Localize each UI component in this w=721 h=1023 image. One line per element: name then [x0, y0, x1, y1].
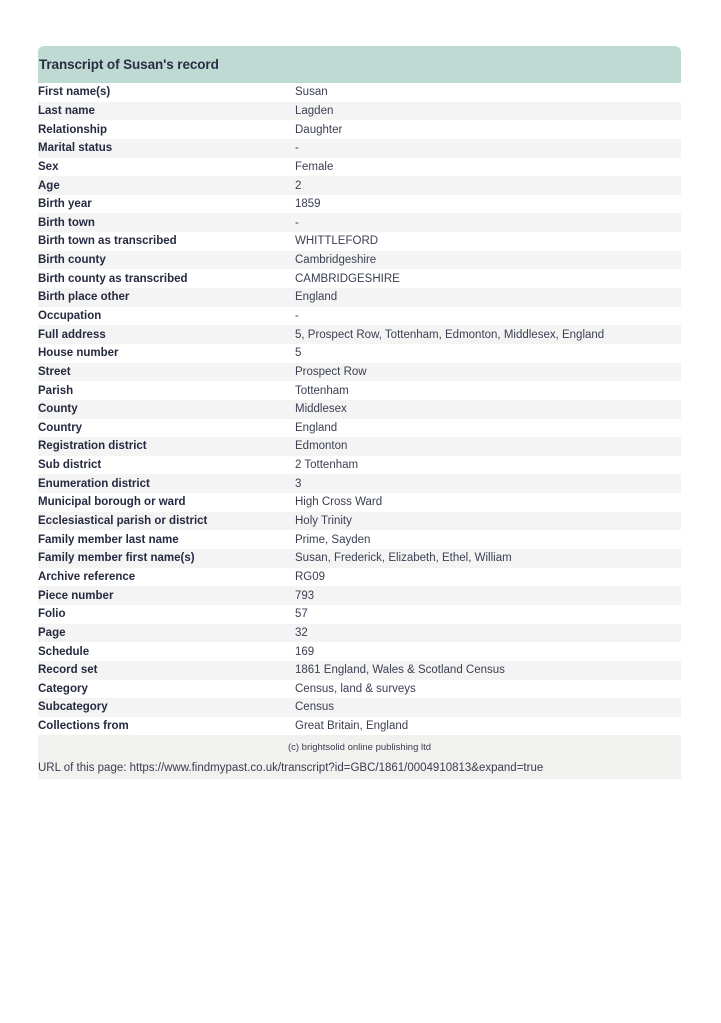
field-row: [38, 288, 681, 307]
field-value: 2 Tottenham: [295, 459, 359, 472]
field-value: High Cross Ward: [295, 496, 383, 509]
field-label: Last name: [38, 104, 95, 117]
field-row: [38, 698, 681, 717]
field-value: 32: [295, 626, 308, 639]
field-value: England: [295, 421, 338, 434]
field-label: Page: [38, 626, 66, 639]
field-row: [38, 624, 681, 643]
field-label: Parish: [38, 384, 74, 397]
field-row: [38, 642, 681, 661]
field-row: [38, 344, 681, 363]
field-label: Birth place other: [38, 291, 130, 304]
field-label: Family member last name: [38, 533, 179, 546]
field-value: 2: [295, 179, 302, 192]
field-row: [38, 83, 681, 102]
field-value: 3: [295, 477, 302, 490]
record-header: [38, 46, 681, 83]
field-label: Age: [38, 179, 60, 192]
field-label: Sub district: [38, 459, 102, 472]
field-value: Prospect Row: [295, 365, 367, 378]
field-label: Full address: [38, 328, 106, 341]
record-title: Transcript of Susan's record: [39, 57, 219, 72]
field-row: [38, 158, 681, 177]
field-row: [38, 586, 681, 605]
field-label: Registration district: [38, 440, 147, 453]
field-value: -: [295, 310, 299, 322]
field-row: [38, 213, 681, 232]
field-row: [38, 363, 681, 382]
field-value: 5, Prospect Row, Tottenham, Edmonton, Middlesex, England: [295, 328, 605, 341]
field-label: Folio: [38, 608, 66, 621]
field-row: [38, 325, 681, 344]
field-row: [38, 661, 681, 680]
field-row: [38, 176, 681, 195]
field-value: Holy Trinity: [295, 515, 352, 528]
field-value: England: [295, 291, 338, 304]
field-label: Birth town: [38, 216, 95, 229]
page-url: URL of this page: https://www.findmypast.co.uk/transcript?id=GBC/1861/0004910813&expand=true: [38, 762, 544, 775]
field-label: Street: [38, 365, 71, 378]
field-label: Occupation: [38, 310, 102, 322]
field-row: [38, 605, 681, 624]
field-value: CAMBRIDGESHIRE: [295, 272, 400, 285]
field-value: -: [295, 142, 299, 155]
field-label: Family member first name(s): [38, 552, 195, 565]
field-label: Record set: [38, 664, 98, 677]
field-row: [38, 381, 681, 400]
field-value: Middlesex: [295, 403, 347, 416]
field-value: 169: [295, 645, 315, 658]
field-label: Marital status: [38, 142, 113, 155]
field-value: 1861 England, Wales & Scotland Census: [295, 664, 505, 677]
field-value: 793: [295, 589, 315, 602]
field-value: Edmonton: [295, 440, 348, 453]
field-label: Sex: [38, 160, 59, 173]
record-fields-table: [38, 83, 681, 735]
field-value: -: [295, 216, 299, 229]
field-label: House number: [38, 347, 119, 360]
field-row: [38, 456, 681, 475]
field-value: Lagden: [295, 104, 334, 117]
field-row: [38, 232, 681, 251]
field-row: [38, 474, 681, 493]
field-value: Daughter: [295, 123, 343, 136]
field-row: [38, 400, 681, 419]
field-label: Birth year: [38, 198, 92, 211]
field-value: Female: [295, 160, 334, 173]
field-row: [38, 568, 681, 587]
field-label: County: [38, 403, 78, 416]
field-label: Municipal borough or ward: [38, 496, 186, 509]
field-label: Archive reference: [38, 570, 136, 583]
field-row: [38, 717, 681, 736]
field-label: Ecclesiastical parish or district: [38, 515, 208, 528]
field-value: Great Britain, England: [295, 720, 409, 733]
field-label: Relationship: [38, 123, 108, 136]
field-row: [38, 102, 681, 121]
field-label: Collections from: [38, 720, 129, 733]
field-label: Birth county: [38, 254, 106, 267]
field-row: [38, 512, 681, 531]
field-value: 5: [295, 347, 302, 360]
field-label: Schedule: [38, 645, 90, 658]
field-row: [38, 251, 681, 270]
field-row: [38, 139, 681, 158]
field-label: Category: [38, 682, 88, 695]
record-footer: [38, 735, 681, 779]
copyright-notice: (c) brightsolid online publishing ltd: [287, 742, 432, 754]
field-row: [38, 437, 681, 456]
field-value: WHITTLEFORD: [295, 235, 379, 248]
field-row: [38, 269, 681, 288]
field-row: [38, 419, 681, 438]
field-value: 1859: [295, 198, 321, 211]
field-value: Census: [295, 701, 334, 714]
field-label: Subcategory: [38, 701, 108, 714]
field-label: First name(s): [38, 86, 111, 99]
field-row: [38, 680, 681, 699]
field-label: Birth county as transcribed: [38, 272, 188, 285]
field-row: [38, 307, 681, 326]
field-row: [38, 120, 681, 139]
field-row: [38, 493, 681, 512]
field-value: Tottenham: [295, 384, 349, 397]
field-row: [38, 530, 681, 549]
transcript-record: [38, 46, 681, 779]
field-label: Country: [38, 421, 83, 434]
field-label: Piece number: [38, 589, 114, 602]
field-value: Prime, Sayden: [295, 533, 371, 546]
field-value: Susan: [295, 86, 328, 99]
field-value: Susan, Frederick, Elizabeth, Ethel, William: [295, 552, 512, 565]
field-value: Census, land & surveys: [295, 682, 416, 695]
field-label: Enumeration district: [38, 477, 150, 490]
field-value: RG09: [295, 570, 326, 583]
field-value: Cambridgeshire: [295, 254, 377, 267]
field-label: Birth town as transcribed: [38, 235, 177, 248]
field-value: 57: [295, 608, 308, 621]
field-row: [38, 549, 681, 568]
field-row: [38, 195, 681, 214]
